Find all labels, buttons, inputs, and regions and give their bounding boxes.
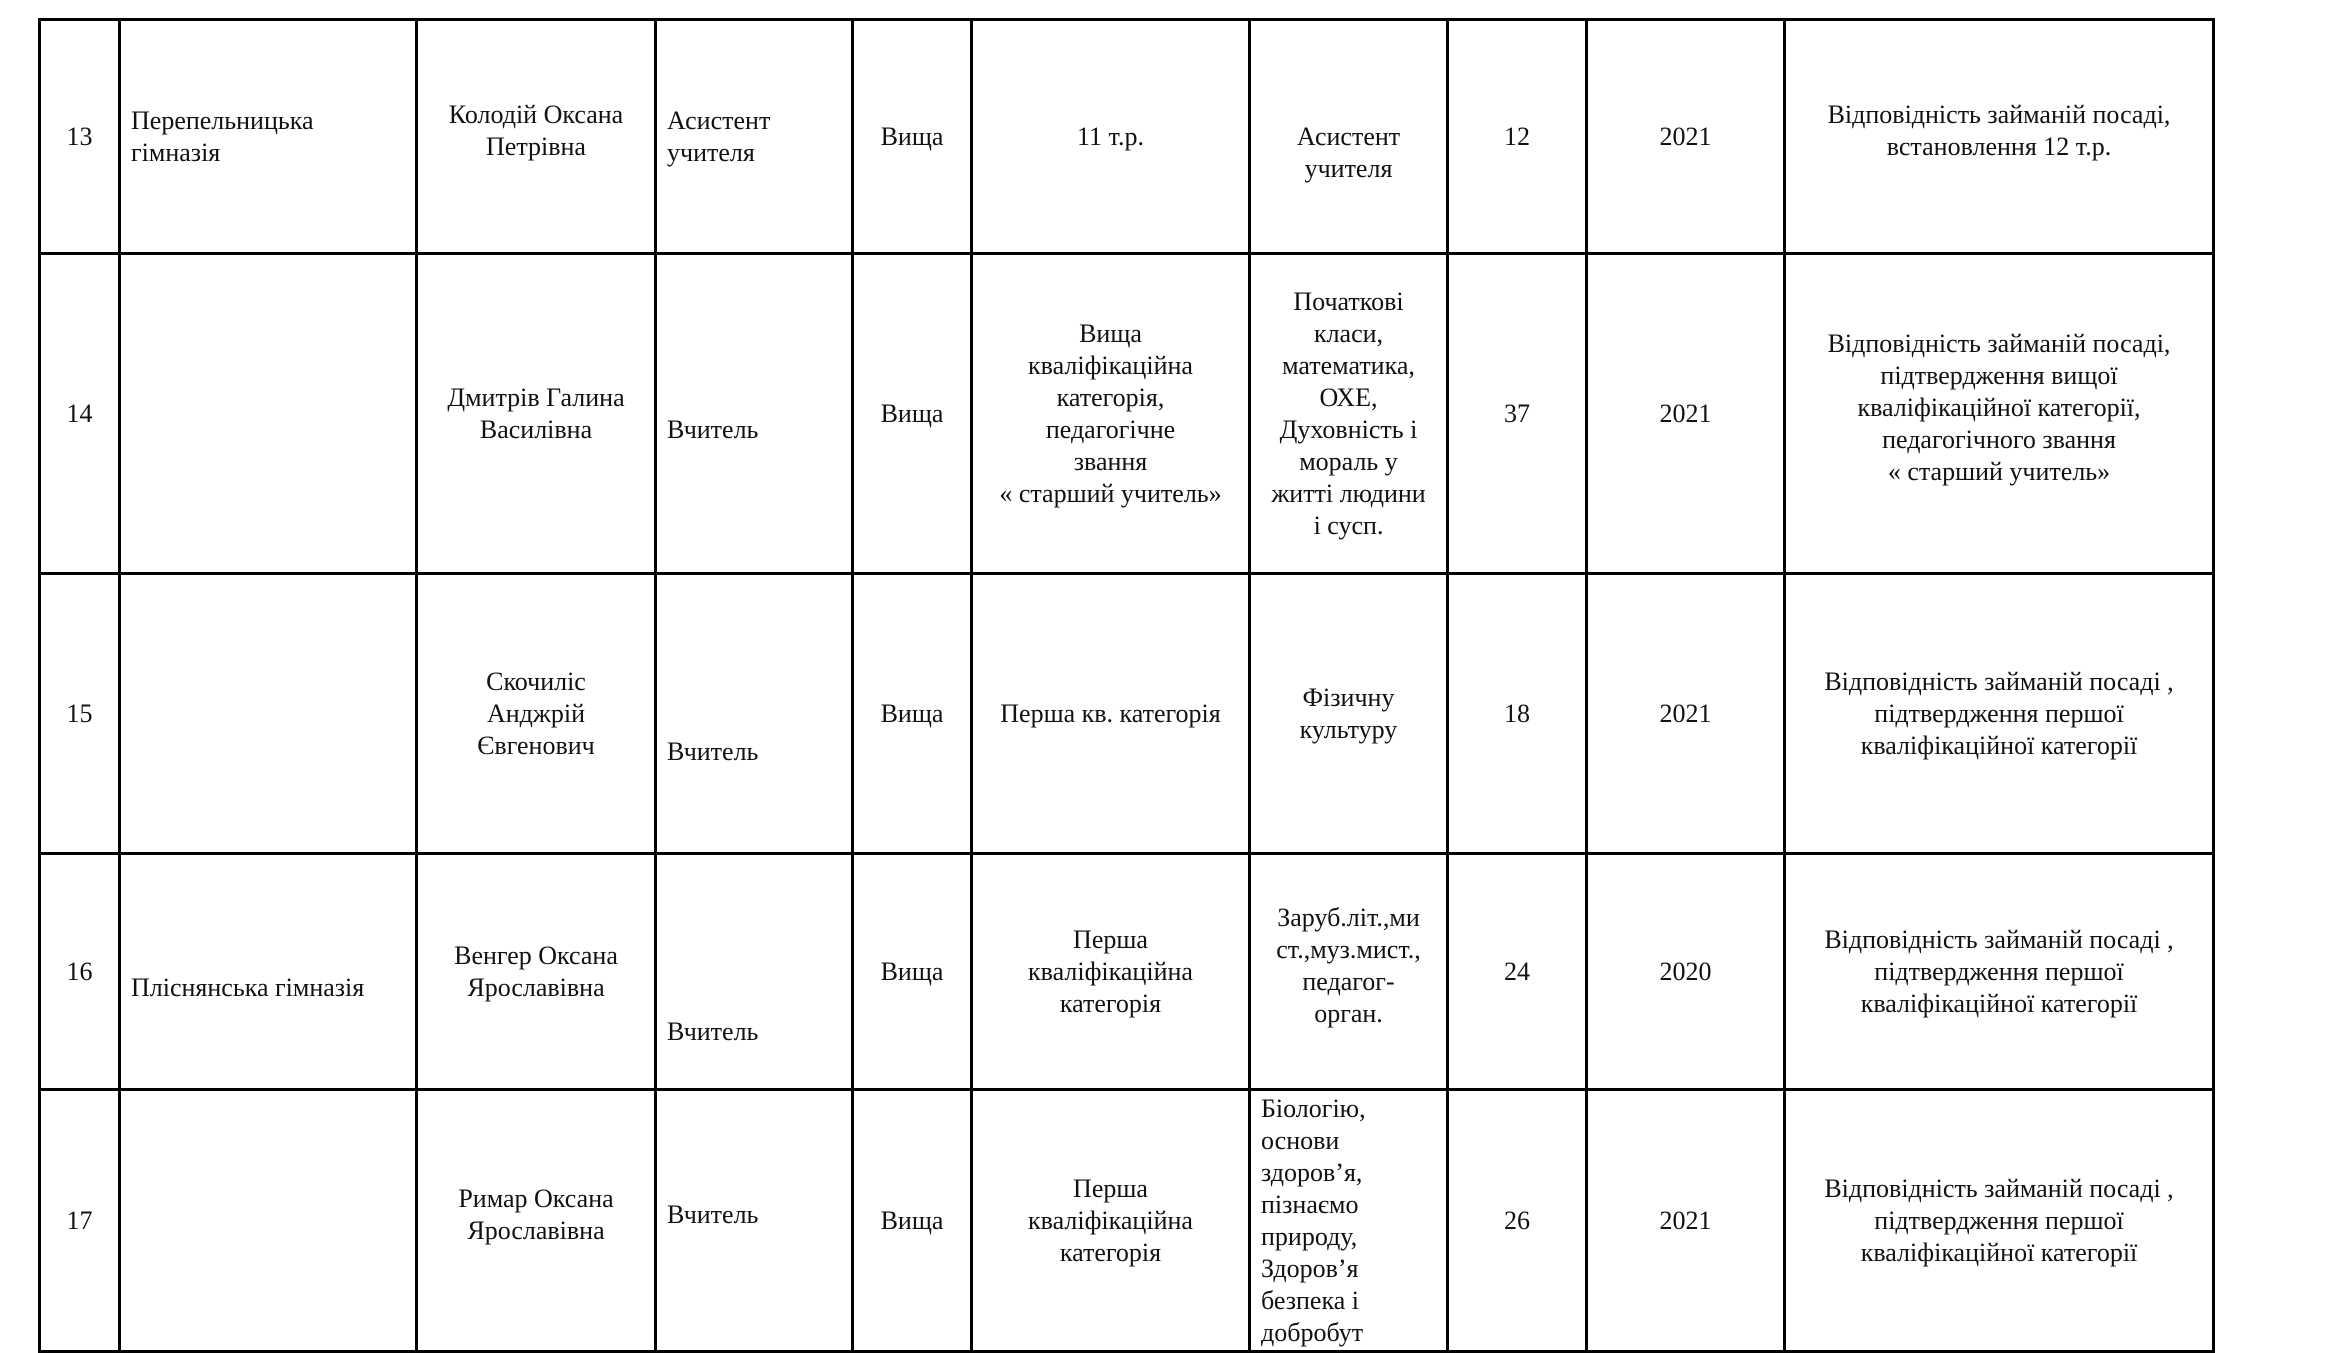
table-row	[40, 20, 2214, 254]
work-experience: 24	[1504, 956, 1530, 986]
education-level: Вища	[880, 398, 944, 428]
person-name-cell	[417, 854, 656, 1090]
school-cell	[120, 854, 417, 1090]
row-number: 15	[66, 698, 93, 728]
result-cell	[1785, 854, 2214, 1090]
education-level: Вища	[880, 956, 944, 986]
category-cell	[972, 20, 1250, 254]
category-cell	[972, 854, 1250, 1090]
row-number: 17	[66, 1205, 93, 1235]
attestation-result: Відповідність займаній посаді , підтвердження першої кваліфікаційної категорії	[1824, 1173, 2174, 1267]
education-cell	[853, 254, 972, 574]
category-cell	[972, 254, 1250, 574]
subject-cell	[1250, 574, 1448, 854]
subject-cell	[1250, 20, 1448, 254]
row-number-cell	[40, 20, 120, 254]
school-name: Перепельницька гімназія	[131, 105, 314, 167]
subject-taught: Початкові класи, математика, ОХЕ, Духовність і мораль у житті людини і сусп.	[1271, 286, 1426, 540]
person-name-cell	[417, 20, 656, 254]
school-cell	[120, 20, 417, 254]
position-title: Вчитель	[667, 736, 759, 766]
person-name-cell	[417, 254, 656, 574]
year-cell	[1587, 574, 1785, 854]
experience-cell	[1448, 574, 1587, 854]
position-cell	[656, 20, 853, 254]
subject-taught: Біологію, основи здоров’я, пізнаємо природу, Здоров’я безпека і добробут	[1261, 1093, 1366, 1347]
position-cell	[656, 574, 853, 854]
education-level: Вища	[880, 698, 944, 728]
position-title: Вчитель	[667, 414, 759, 444]
person-name: Дмитрів Галина Василівна	[447, 382, 625, 444]
experience-cell	[1448, 1090, 1587, 1352]
subject-taught: Заруб.літ.,ми ст.,муз.мист., педагог- орган.	[1276, 902, 1421, 1028]
experience-cell	[1448, 254, 1587, 574]
experience-cell	[1448, 20, 1587, 254]
education-cell	[853, 854, 972, 1090]
year-cell	[1587, 1090, 1785, 1352]
education-cell	[853, 574, 972, 854]
person-name: Венгер Оксана Ярославівна	[454, 940, 618, 1002]
qualification-category: Перша кваліфікаційна категорія	[1028, 924, 1193, 1018]
attestation-year: 2021	[1659, 1205, 1712, 1235]
work-experience: 18	[1504, 698, 1530, 728]
attestation-result: Відповідність займаній посаді, встановлення 12 т.р.	[1827, 99, 2171, 161]
category-cell	[972, 1090, 1250, 1352]
subject-taught: Асистент учителя	[1296, 121, 1401, 183]
subject-cell	[1250, 1090, 1448, 1352]
row-number: 14	[66, 398, 93, 428]
result-cell	[1785, 254, 2214, 574]
experience-cell	[1448, 854, 1587, 1090]
row-number: 16	[66, 956, 93, 986]
result-cell	[1785, 20, 2214, 254]
position-title: Вчитель	[667, 1199, 759, 1229]
result-cell	[1785, 574, 2214, 854]
table-row	[40, 1090, 2214, 1352]
attestation-result: Відповідність займаній посаді , підтвердження першої кваліфікаційної категорії	[1824, 666, 2174, 760]
row-number-cell	[40, 574, 120, 854]
position-cell	[656, 254, 853, 574]
attestation-year: 2021	[1659, 398, 1712, 428]
school-name: Пліснянська гімназія	[131, 972, 365, 1002]
position-cell	[656, 854, 853, 1090]
qualification-category: Перша кваліфікаційна категорія	[1028, 1173, 1193, 1267]
row-number-cell	[40, 1090, 120, 1352]
attestation-result: Відповідність займаній посаді , підтвердження першої кваліфікаційної категорії	[1824, 924, 2174, 1018]
attestation-year: 2021	[1659, 698, 1712, 728]
school-cell	[120, 1090, 417, 1352]
table-row	[40, 254, 2214, 574]
qualification-category: Вища кваліфікаційна категорія, педагогічне звання « старший учитель»	[999, 318, 1222, 508]
table-row	[40, 574, 2214, 854]
row-number-cell	[40, 254, 120, 574]
position-title: Вчитель	[667, 1016, 759, 1046]
subject-taught: Фізичну культуру	[1299, 682, 1398, 744]
education-level: Вища	[880, 121, 944, 151]
work-experience: 26	[1504, 1205, 1530, 1235]
work-experience: 12	[1504, 121, 1530, 151]
subject-cell	[1250, 254, 1448, 574]
education-cell	[853, 20, 972, 254]
person-name-cell	[417, 574, 656, 854]
year-cell	[1587, 854, 1785, 1090]
table-row	[40, 854, 2214, 1090]
person-name: Скочиліс Анджрій Євгенович	[477, 666, 595, 760]
subject-cell	[1250, 854, 1448, 1090]
education-level: Вища	[880, 1205, 944, 1235]
qualification-category: 11 т.р.	[1077, 121, 1144, 151]
year-cell	[1587, 254, 1785, 574]
school-cell	[120, 254, 417, 574]
attestation-table	[38, 18, 2215, 1353]
person-name: Римар Оксана Ярославівна	[458, 1183, 614, 1245]
person-name-cell	[417, 1090, 656, 1352]
position-title: Асистент учителя	[667, 105, 771, 167]
education-cell	[853, 1090, 972, 1352]
school-cell	[120, 574, 417, 854]
attestation-result: Відповідність займаній посаді, підтвердження вищої кваліфікаційної категорії, педагогічного звання « старший учитель»	[1827, 328, 2171, 486]
year-cell	[1587, 20, 1785, 254]
person-name: Колодій Оксана Петрівна	[448, 99, 624, 161]
attestation-year: 2021	[1659, 121, 1712, 151]
row-number: 13	[66, 121, 93, 151]
attestation-year: 2020	[1659, 956, 1712, 986]
row-number-cell	[40, 854, 120, 1090]
work-experience: 37	[1504, 398, 1530, 428]
result-cell	[1785, 1090, 2214, 1352]
qualification-category: Перша кв. категорія	[1000, 698, 1221, 728]
category-cell	[972, 574, 1250, 854]
position-cell	[656, 1090, 853, 1352]
